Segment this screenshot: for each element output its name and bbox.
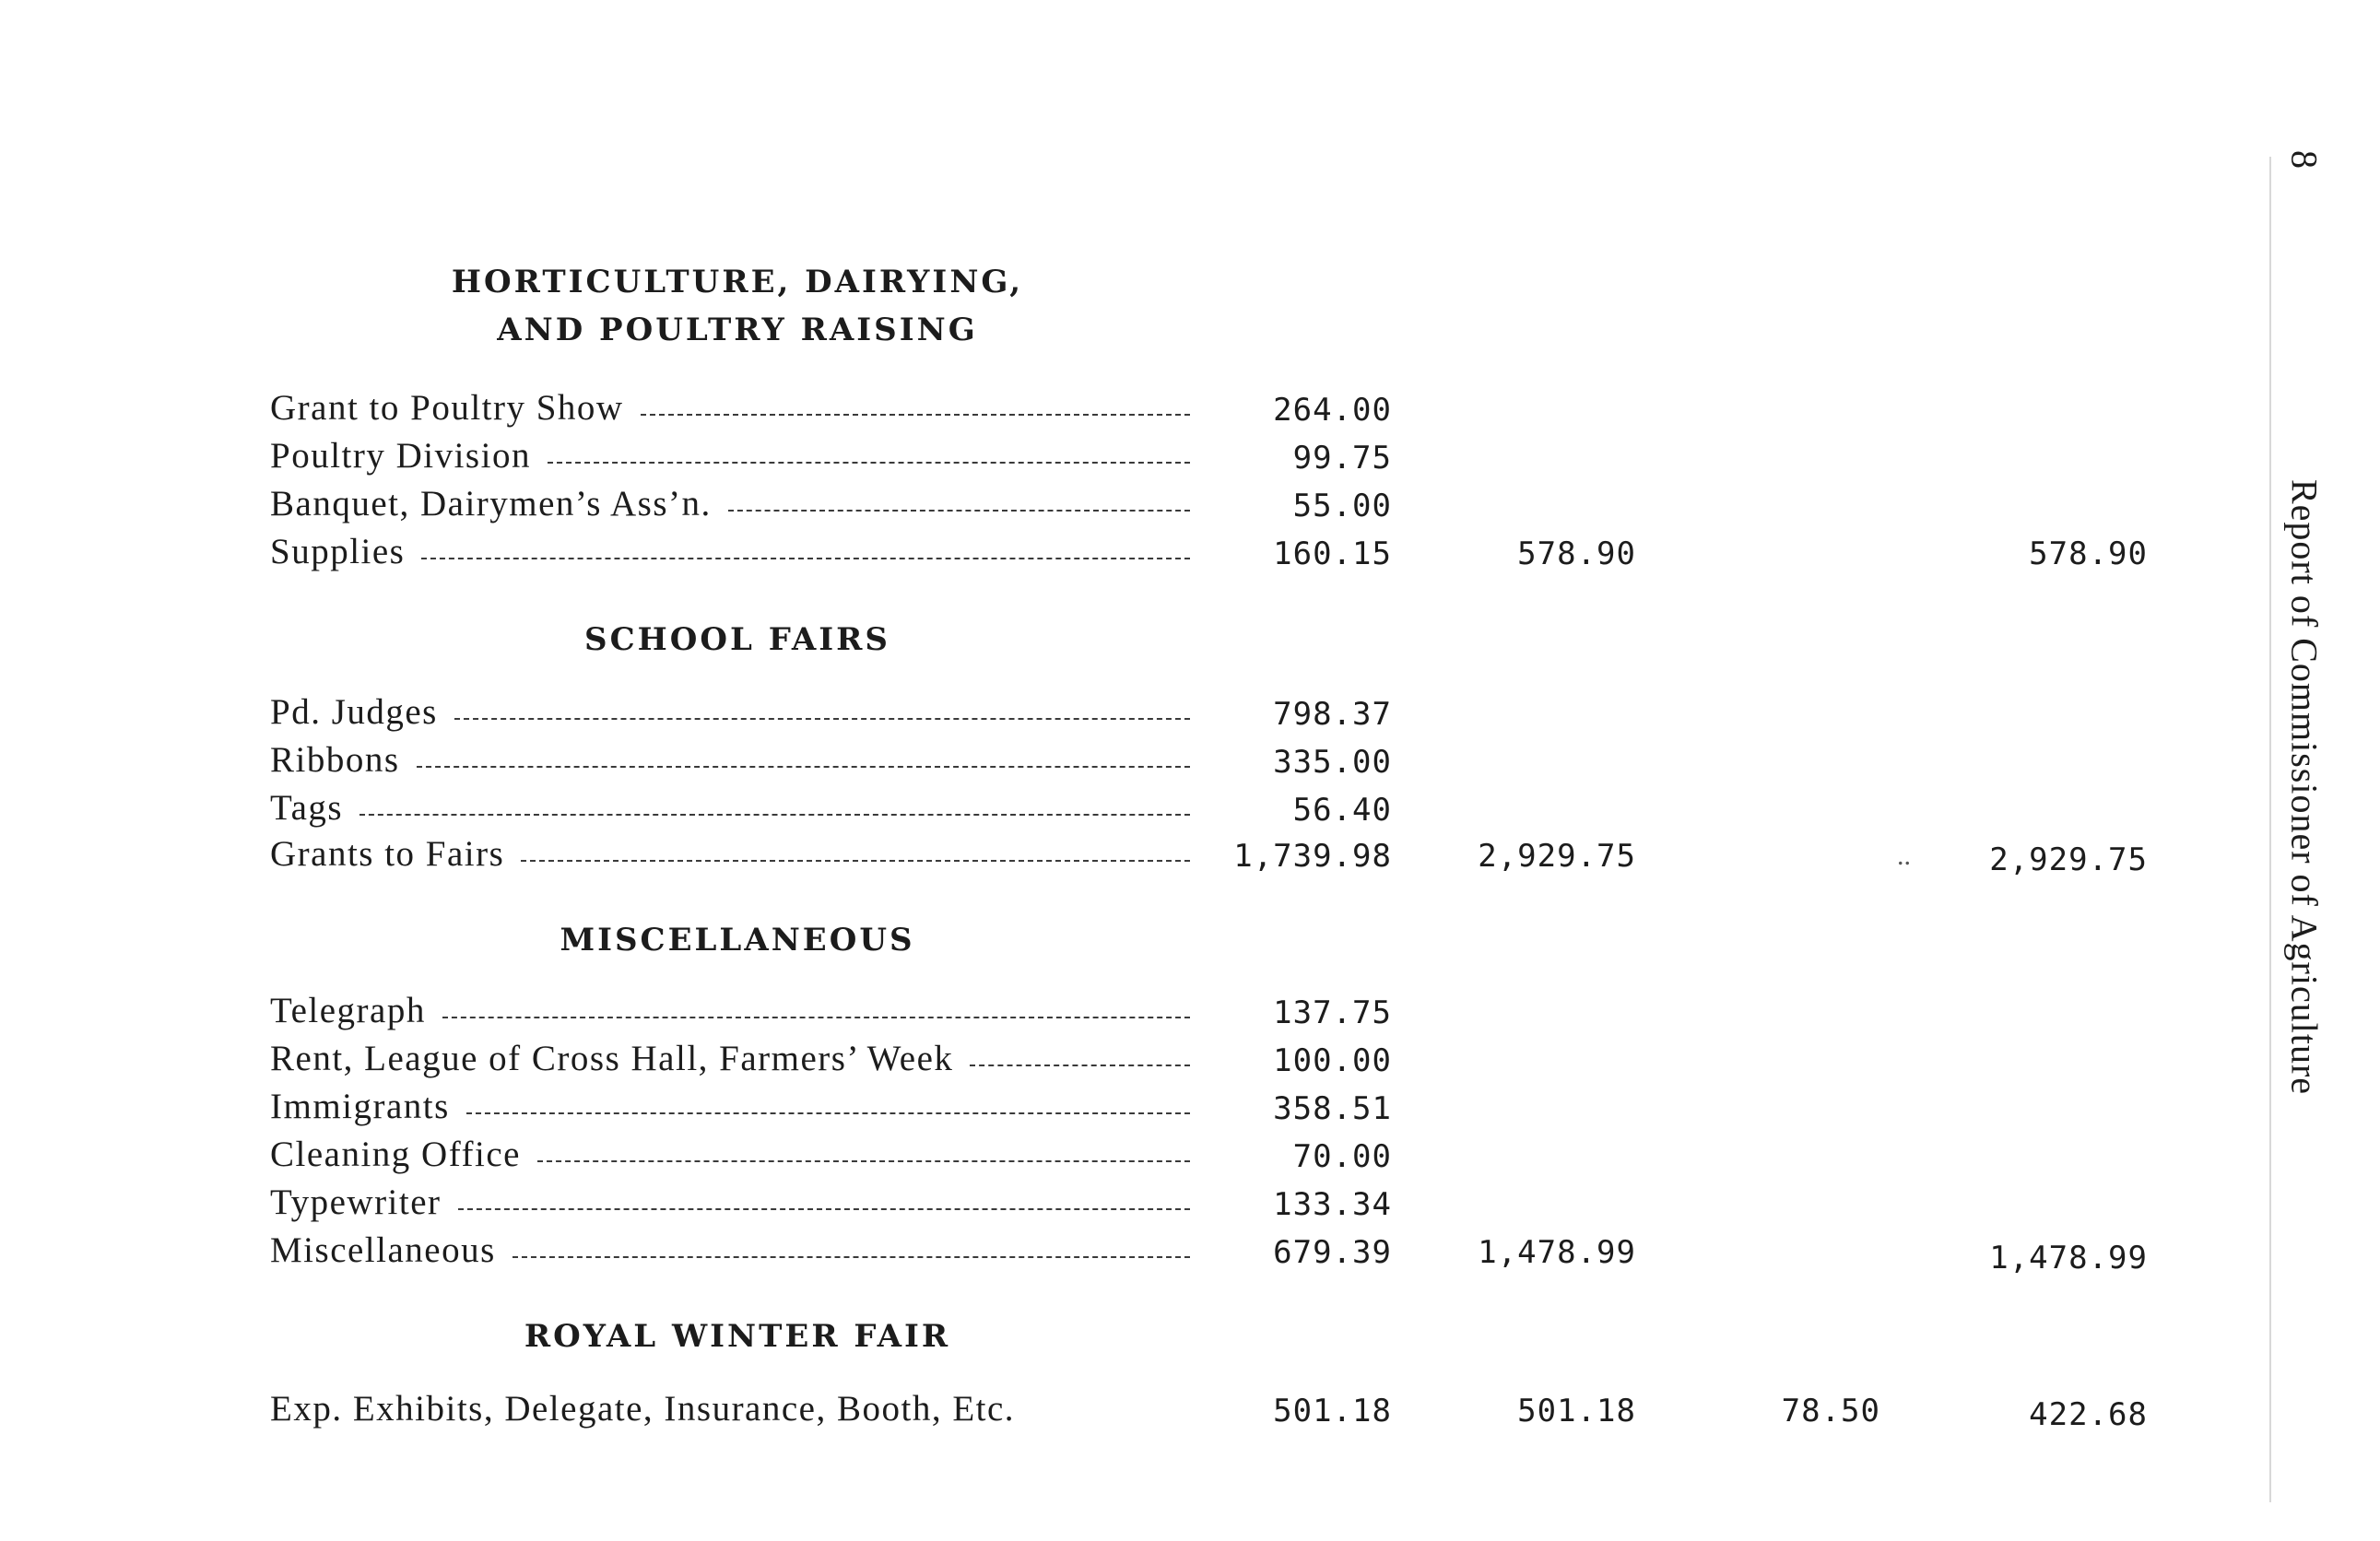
item-label: Ribbons bbox=[270, 740, 400, 780]
deduction-amount: 78.50 bbox=[1781, 1393, 1880, 1429]
item-label: Cleaning Office bbox=[270, 1135, 521, 1174]
ledger-row-ribbons bbox=[270, 739, 1205, 787]
ledger-row-exp-exhibits bbox=[270, 1388, 1205, 1436]
section-heading-miscellaneous: MISCELLANEOUS bbox=[560, 922, 915, 959]
leader-dashes bbox=[417, 766, 1190, 768]
item-label: Supplies bbox=[270, 532, 406, 571]
item-amount: 1,739.98 bbox=[1233, 838, 1392, 875]
section-net: 422.68 bbox=[2029, 1396, 2148, 1433]
leader-dashes bbox=[641, 414, 1190, 416]
section-heading-school-fairs: SCHOOL FAIRS bbox=[584, 621, 890, 658]
item-label: Exp. Exhibits, Delegate, Insurance, Booth, Etc. bbox=[270, 1389, 1016, 1429]
item-label: Miscellaneous bbox=[270, 1230, 496, 1270]
ledger-row-rent bbox=[270, 1038, 1205, 1086]
item-amount: 133.34 bbox=[1273, 1186, 1392, 1223]
item-label: Telegraph bbox=[270, 991, 426, 1030]
ditto-mark: .. bbox=[1897, 841, 1911, 871]
ledger-row-judges bbox=[270, 691, 1205, 739]
section-total: 578.90 bbox=[1517, 535, 1636, 572]
item-amount: 137.75 bbox=[1273, 994, 1392, 1031]
item-label: Pd. Judges bbox=[270, 692, 438, 732]
section-net: 2,929.75 bbox=[1989, 841, 2148, 878]
ledger-row-miscellaneous bbox=[270, 1229, 1205, 1277]
item-label: Banquet, Dairymen’s Ass’n. bbox=[270, 484, 712, 523]
item-amount: 798.37 bbox=[1273, 696, 1392, 733]
item-label: Tags bbox=[270, 788, 344, 828]
item-amount: 501.18 bbox=[1273, 1393, 1392, 1429]
section-total: 1,478.99 bbox=[1478, 1234, 1636, 1271]
ledger-row-tags bbox=[270, 787, 1205, 835]
page-number: 8 bbox=[2283, 150, 2326, 169]
leader-dashes bbox=[466, 1112, 1190, 1114]
leader-dashes bbox=[537, 1160, 1190, 1162]
item-amount: 335.00 bbox=[1273, 744, 1392, 781]
leader-dashes bbox=[359, 814, 1190, 816]
leader-dashes bbox=[548, 462, 1190, 464]
ledger-row-poultry-division bbox=[270, 435, 1205, 483]
section-total: 501.18 bbox=[1517, 1393, 1636, 1429]
leader-dashes bbox=[442, 1017, 1190, 1018]
section-heading-horticulture: HORTICULTURE, DAIRYING, AND POULTRY RAISING bbox=[451, 264, 1024, 348]
item-label: Typewriter bbox=[270, 1182, 442, 1222]
ledger-row-supplies bbox=[270, 531, 1205, 579]
item-amount: 679.39 bbox=[1273, 1234, 1392, 1271]
leader-dashes bbox=[421, 558, 1190, 559]
ledger-row-immigrants bbox=[270, 1086, 1205, 1134]
item-amount: 55.00 bbox=[1292, 488, 1392, 524]
item-label: Immigrants bbox=[270, 1087, 450, 1126]
item-amount: 358.51 bbox=[1273, 1090, 1392, 1127]
item-label: Grants to Fairs bbox=[270, 834, 505, 874]
section-net: 1,478.99 bbox=[1989, 1240, 2148, 1276]
item-label: Rent, League of Cross Hall, Farmers’ Week bbox=[270, 1039, 954, 1078]
margin-rule bbox=[2269, 157, 2271, 1502]
section-net: 578.90 bbox=[2029, 535, 2148, 572]
leader-dashes bbox=[458, 1208, 1190, 1210]
item-amount: 160.15 bbox=[1273, 535, 1392, 572]
leader-dashes bbox=[521, 860, 1190, 862]
leader-dashes bbox=[728, 510, 1190, 512]
running-head-title: Report of Commissioner of Agriculture bbox=[2283, 479, 2326, 1096]
section-heading-royal-winter-fair: ROYAL WINTER FAIR bbox=[524, 1318, 951, 1355]
item-amount: 99.75 bbox=[1292, 440, 1392, 476]
leader-dashes bbox=[513, 1256, 1190, 1258]
section-total: 2,929.75 bbox=[1478, 838, 1636, 875]
item-amount: 264.00 bbox=[1273, 392, 1392, 429]
ledger-row-grants-to-fairs bbox=[270, 833, 1205, 881]
item-label: Poultry Division bbox=[270, 436, 531, 476]
ledger-row-telegraph bbox=[270, 990, 1205, 1038]
ledger-row-banquet bbox=[270, 483, 1205, 531]
item-amount: 56.40 bbox=[1292, 792, 1392, 829]
ledger-row-cleaning-office bbox=[270, 1134, 1205, 1182]
item-amount: 70.00 bbox=[1292, 1138, 1392, 1175]
item-label: Grant to Poultry Show bbox=[270, 388, 624, 428]
item-amount: 100.00 bbox=[1273, 1042, 1392, 1079]
leader-dashes bbox=[454, 718, 1190, 720]
ledger-row-typewriter bbox=[270, 1182, 1205, 1229]
ledger-row-grant-poultry-show bbox=[270, 387, 1205, 435]
